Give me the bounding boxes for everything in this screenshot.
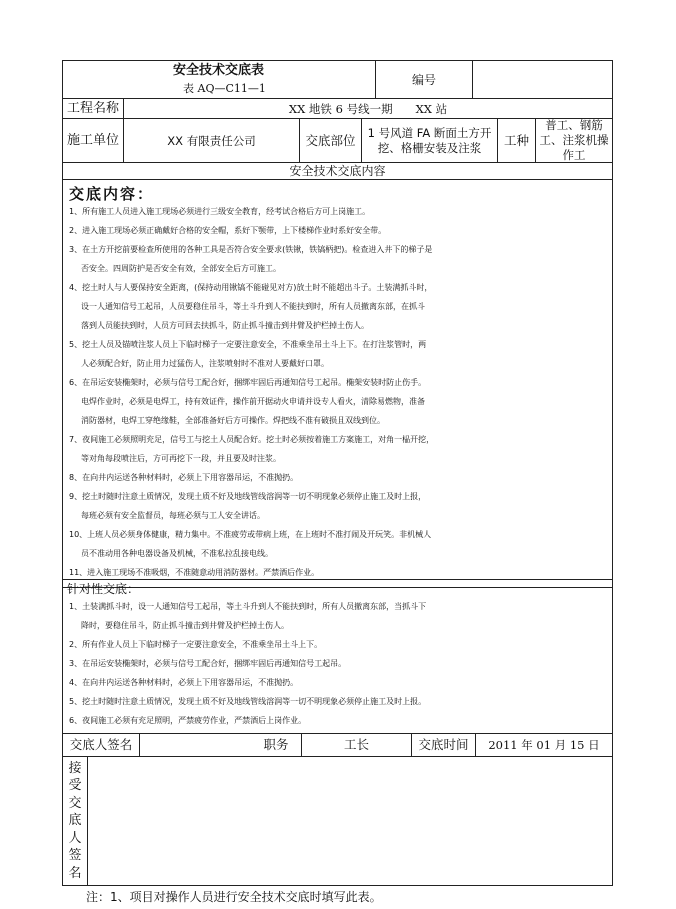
receiver-label-char: 底 [68,813,82,829]
position-label: 职务 [263,737,289,752]
content-item-line: 2、进入施工现场必须正确戴好合格的安全帽，系好下颚带，上下楼梯作业时系好安全带。 [69,226,387,235]
targeted-block [62,578,613,734]
content-item-continuation: 落到人员能扶到时，人员方可回去扶抓斗，防止抓斗撞击到井臂及护栏掉土伤人。 [81,321,369,330]
content-item-continuation: 否安全。四周防护是否安全有效，全部安全后方可施工。 [81,264,281,273]
targeted-item [69,597,609,635]
content-item-line: 7、夜间施工必须照明充足，信号工与挖土人员配合好。挖土时必须按着施工方案施工，对角一榀开挖， [69,435,435,444]
project-value: XX 地铁 6 号线一期 XX 站 [123,99,612,118]
targeted-item-line: 4、在向井内运送各种材料时，必须上下用容器吊运，不准抛扔。 [69,678,299,687]
content-item-continuation: 电焊作业时，必须是电焊工，持有效证件，操作前开据动火申请并设专人看火，清除易燃物，准备 [81,397,425,406]
content-item-continuation: 员不准动用各种电器设备及机械，不准私拉乱接电线。 [81,549,273,558]
unit-label: 施工单位 [66,132,119,148]
content-item-continuation: 每班必须有安全监督员，每班必须与工人安全讲话。 [81,511,265,520]
targeted-item [69,673,609,692]
position-value: 工长 [301,734,411,756]
content-item [69,430,609,468]
targeted-item [69,635,609,654]
content-item [69,240,609,278]
content-items [69,202,609,582]
number-label: 编号 [375,61,473,98]
content-item-line: 3、在土方开挖前要检查所使用的各种工具是否符合安全要求(铁锹，铁镐柄把)。检查进入井下的梯子是 [69,245,433,254]
content-item-line: 10、上班人员必须身体健康，精力集中。不准疲劳或带病上班，在上班时不准打闹及开玩笑。非机械人 [69,530,432,539]
time-value: 2011 年 01 月 15 日 [475,734,612,756]
targeted-item-continuation: 降时，要稳住吊斗，防止抓斗撞击到井臂及护栏掉土伤人。 [81,621,289,630]
content-item [69,202,609,221]
receiver-label-char: 受 [68,778,82,794]
content-item-continuation: 等对角每段喷注后，方可再挖下一段，并且要及时注浆。 [81,454,281,463]
targeted-item-line: 2、所有作业人员上下临时梯子一定要注意安全，不准乘坐吊土斗上下。 [69,640,323,649]
header-title-cell [63,61,375,98]
unit-row [62,118,613,163]
trade-label: 工种 [497,119,535,162]
section-title: 安全技术交底内容 [289,164,386,178]
targeted-item-line: 5、挖土时随时注意土质情况，发现土质不好及地线管线溶润等一切不明现象必须停止施工及时上报。 [69,697,427,706]
section-title-row [62,162,613,180]
receiver-label [63,757,87,885]
receiver-label-char: 签 [68,848,82,864]
footnote: 注：1、项目对操作人员进行安全技术交底时填写此表。 [86,890,382,904]
content-heading: 交底内容： [69,185,155,203]
receiver-label-char: 接 [68,760,82,776]
targeted-item [69,692,609,711]
content-item-continuation: 设一人通知信号工起吊，人员要稳住吊斗，等土斗升到人不能扶到时，所有人员撤离东部，在抓斗 [81,302,425,311]
targeted-heading: 针对性交底： [67,582,140,596]
receiver-signature-area[interactable] [87,757,612,885]
content-block [62,179,613,588]
content-item [69,373,609,430]
location-label: 交底部位 [299,119,361,162]
form-number: 表 AQ—C11—1 [183,81,266,95]
discloser-label: 交底人签名 [69,737,133,752]
receiver-label-char: 交 [68,795,82,811]
content-item-line: 8、在向井内运送各种材料时，必须上下用容器吊运，不准抛扔。 [69,473,299,482]
content-item-line: 11、进入施工现场不准吸烟，不准随意动用消防器材。严禁酒后作业。 [69,568,320,577]
project-row [62,98,613,119]
targeted-item-line: 6、夜间施工必须有充足照明，严禁疲劳作业，严禁酒后上岗作业。 [69,716,307,725]
content-item [69,525,609,563]
content-item-line: 1、所有施工人员进入施工现场必须进行三级安全教育，经考试合格后方可上岗施工。 [69,207,371,216]
targeted-items [69,597,609,730]
form-title: 安全技术交底表 [173,62,265,78]
content-item-continuation: 人必须配合好，防止用力过猛伤人，注浆喷射时不准对人要戴好口罩。 [81,359,329,368]
project-label: 工程名称 [66,100,119,116]
time-label: 交底时间 [411,734,475,756]
targeted-item [69,654,609,673]
targeted-item [69,711,609,730]
location-value: 1 号风道 FA 断面土方开挖、格栅安装及注浆 [361,119,497,162]
content-item-continuation: 消防器材，电焊工穿绝缘鞋，全部准备好后方可操作。焊把线不准有破损且双线到位。 [81,416,385,425]
receiver-label-char: 名 [68,865,82,881]
unit-value: XX 有限责任公司 [123,119,299,162]
sign-row [62,733,613,757]
trade-value: 普工、钢筋工、注浆机操作工 [535,119,612,162]
content-item-line: 9、挖土时随时注意土质情况，发现土质不好及地线管线溶润等一切不明现象必须停止施工及时上报， [69,492,427,501]
content-item [69,335,609,373]
content-item-line: 4、挖土时人与人要保持安全距离，(保持动用锹镐不能碰见对方)放土时不能超出斗子。土装满抓斗时， [69,283,433,292]
header-row [62,60,613,99]
content-item-line: 6、在吊运安装椭架时，必须与信号工配合好，捆绑牢固后再通知信号工起吊。椭架安装时防止伤手。 [69,378,427,387]
content-item [69,278,609,335]
targeted-item-line: 3、在吊运安装椭架时，必须与信号工配合好，捆绑牢固后再通知信号工起吊。 [69,659,347,668]
discloser-signature[interactable] [139,734,251,756]
receiver-label-char: 人 [68,830,82,846]
receiver-row [62,756,613,886]
content-item-line: 5、挖土人员及锚喷注浆人员上下临时梯子一定要注意安全，不准乘坐吊土斗上下。在打注浆管时，两 [69,340,427,349]
targeted-item-line: 1、土装满抓斗时，设一人通知信号工起吊，等土斗升到人不能扶到时，所有人员撤离东部，当抓斗下 [69,602,427,611]
content-item [69,221,609,240]
content-item [69,468,609,487]
content-item [69,487,609,525]
